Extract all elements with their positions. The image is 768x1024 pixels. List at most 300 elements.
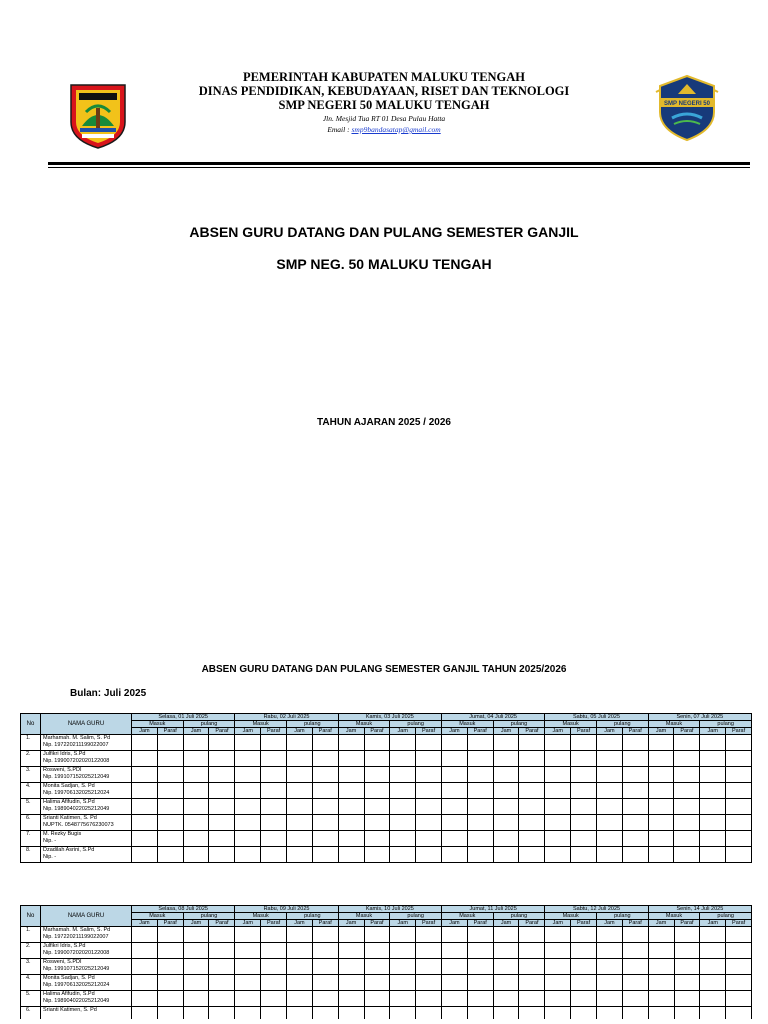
attendance-cell[interactable]: [338, 799, 364, 815]
attendance-cell[interactable]: [545, 751, 571, 767]
attendance-cell[interactable]: [545, 943, 571, 959]
attendance-cell[interactable]: [183, 783, 209, 799]
attendance-cell[interactable]: [132, 815, 158, 831]
attendance-cell[interactable]: [519, 943, 545, 959]
attendance-cell[interactable]: [726, 799, 752, 815]
attendance-cell[interactable]: [287, 783, 313, 799]
attendance-cell[interactable]: [519, 975, 545, 991]
attendance-cell[interactable]: [157, 831, 183, 847]
attendance-cell[interactable]: [493, 847, 519, 863]
attendance-cell[interactable]: [700, 831, 726, 847]
attendance-cell[interactable]: [519, 815, 545, 831]
attendance-cell[interactable]: [519, 735, 545, 751]
attendance-cell[interactable]: [545, 799, 571, 815]
attendance-cell[interactable]: [571, 959, 597, 975]
attendance-cell[interactable]: [597, 991, 623, 1007]
attendance-cell[interactable]: [622, 975, 648, 991]
attendance-cell[interactable]: [519, 927, 545, 943]
attendance-cell[interactable]: [157, 847, 183, 863]
attendance-cell[interactable]: [545, 735, 571, 751]
attendance-cell[interactable]: [416, 943, 442, 959]
attendance-cell[interactable]: [571, 927, 597, 943]
attendance-cell[interactable]: [183, 943, 209, 959]
attendance-cell[interactable]: [648, 991, 674, 1007]
attendance-cell[interactable]: [390, 943, 416, 959]
attendance-cell[interactable]: [674, 831, 700, 847]
attendance-cell[interactable]: [493, 927, 519, 943]
attendance-cell[interactable]: [209, 959, 235, 975]
attendance-cell[interactable]: [441, 751, 467, 767]
attendance-cell[interactable]: [467, 735, 493, 751]
attendance-cell[interactable]: [622, 847, 648, 863]
attendance-cell[interactable]: [493, 799, 519, 815]
attendance-cell[interactable]: [493, 991, 519, 1007]
attendance-cell[interactable]: [312, 831, 338, 847]
attendance-cell[interactable]: [493, 943, 519, 959]
attendance-cell[interactable]: [674, 943, 700, 959]
attendance-cell[interactable]: [261, 831, 287, 847]
attendance-cell[interactable]: [312, 943, 338, 959]
attendance-cell[interactable]: [416, 815, 442, 831]
attendance-cell[interactable]: [441, 943, 467, 959]
attendance-cell[interactable]: [312, 847, 338, 863]
attendance-cell[interactable]: [622, 735, 648, 751]
attendance-cell[interactable]: [441, 991, 467, 1007]
attendance-cell[interactable]: [287, 815, 313, 831]
attendance-cell[interactable]: [519, 831, 545, 847]
attendance-cell[interactable]: [726, 831, 752, 847]
attendance-cell[interactable]: [700, 959, 726, 975]
attendance-cell[interactable]: [287, 735, 313, 751]
attendance-cell[interactable]: [157, 991, 183, 1007]
attendance-cell[interactable]: [132, 943, 158, 959]
attendance-cell[interactable]: [519, 959, 545, 975]
attendance-cell[interactable]: [441, 975, 467, 991]
attendance-cell[interactable]: [261, 783, 287, 799]
attendance-cell[interactable]: [545, 847, 571, 863]
attendance-cell[interactable]: [157, 927, 183, 943]
attendance-cell[interactable]: [441, 735, 467, 751]
attendance-cell[interactable]: [312, 815, 338, 831]
attendance-cell[interactable]: [726, 815, 752, 831]
attendance-cell[interactable]: [519, 799, 545, 815]
attendance-cell[interactable]: [183, 975, 209, 991]
attendance-cell[interactable]: [287, 799, 313, 815]
attendance-cell[interactable]: [183, 767, 209, 783]
attendance-cell[interactable]: [209, 847, 235, 863]
attendance-cell[interactable]: [648, 815, 674, 831]
attendance-cell[interactable]: [700, 815, 726, 831]
attendance-cell[interactable]: [338, 767, 364, 783]
attendance-cell[interactable]: [674, 783, 700, 799]
attendance-cell[interactable]: [261, 751, 287, 767]
attendance-cell[interactable]: [674, 975, 700, 991]
attendance-cell[interactable]: [287, 847, 313, 863]
attendance-cell[interactable]: [674, 927, 700, 943]
attendance-cell[interactable]: [467, 751, 493, 767]
attendance-cell[interactable]: [338, 831, 364, 847]
attendance-cell[interactable]: [467, 991, 493, 1007]
attendance-cell[interactable]: [261, 991, 287, 1007]
attendance-cell[interactable]: [261, 927, 287, 943]
attendance-cell[interactable]: [493, 975, 519, 991]
attendance-cell[interactable]: [493, 735, 519, 751]
attendance-cell[interactable]: [312, 751, 338, 767]
attendance-cell[interactable]: [287, 927, 313, 943]
attendance-cell[interactable]: [209, 799, 235, 815]
attendance-cell[interactable]: [726, 783, 752, 799]
attendance-cell[interactable]: [235, 735, 261, 751]
attendance-cell[interactable]: [519, 991, 545, 1007]
attendance-cell[interactable]: [648, 735, 674, 751]
attendance-cell[interactable]: [571, 991, 597, 1007]
attendance-cell[interactable]: [545, 959, 571, 975]
attendance-cell[interactable]: [441, 767, 467, 783]
attendance-cell[interactable]: [493, 831, 519, 847]
attendance-cell[interactable]: [157, 767, 183, 783]
attendance-cell[interactable]: [235, 975, 261, 991]
attendance-cell[interactable]: [726, 943, 752, 959]
attendance-cell[interactable]: [597, 959, 623, 975]
attendance-cell[interactable]: [700, 751, 726, 767]
attendance-cell[interactable]: [209, 735, 235, 751]
attendance-cell[interactable]: [312, 799, 338, 815]
attendance-cell[interactable]: [519, 767, 545, 783]
attendance-cell[interactable]: [312, 783, 338, 799]
attendance-cell[interactable]: [261, 943, 287, 959]
attendance-cell[interactable]: [700, 767, 726, 783]
attendance-cell[interactable]: [157, 799, 183, 815]
attendance-cell[interactable]: [545, 831, 571, 847]
attendance-cell[interactable]: [596, 799, 622, 815]
attendance-cell[interactable]: [183, 799, 209, 815]
attendance-cell[interactable]: [364, 943, 390, 959]
attendance-cell[interactable]: [235, 767, 261, 783]
attendance-cell[interactable]: [364, 959, 390, 975]
attendance-cell[interactable]: [364, 767, 390, 783]
attendance-cell[interactable]: [467, 831, 493, 847]
attendance-cell[interactable]: [416, 735, 442, 751]
attendance-cell[interactable]: [700, 847, 726, 863]
attendance-cell[interactable]: [648, 831, 674, 847]
attendance-cell[interactable]: [261, 735, 287, 751]
attendance-cell[interactable]: [726, 959, 752, 975]
attendance-cell[interactable]: [700, 975, 726, 991]
attendance-cell[interactable]: [390, 991, 416, 1007]
attendance-cell[interactable]: [596, 815, 622, 831]
attendance-cell[interactable]: [467, 767, 493, 783]
attendance-cell[interactable]: [183, 847, 209, 863]
attendance-cell[interactable]: [390, 847, 416, 863]
attendance-cell[interactable]: [183, 959, 209, 975]
attendance-cell[interactable]: [441, 927, 467, 943]
attendance-cell[interactable]: [235, 831, 261, 847]
attendance-cell[interactable]: [467, 847, 493, 863]
attendance-cell[interactable]: [157, 975, 183, 991]
attendance-cell[interactable]: [132, 767, 158, 783]
attendance-cell[interactable]: [571, 815, 597, 831]
attendance-cell[interactable]: [132, 831, 158, 847]
attendance-cell[interactable]: [571, 767, 597, 783]
attendance-cell[interactable]: [493, 751, 519, 767]
attendance-cell[interactable]: [571, 847, 597, 863]
attendance-cell[interactable]: [364, 927, 390, 943]
attendance-cell[interactable]: [700, 783, 726, 799]
attendance-cell[interactable]: [467, 927, 493, 943]
attendance-cell[interactable]: [132, 847, 158, 863]
attendance-cell[interactable]: [132, 927, 158, 943]
attendance-cell[interactable]: [726, 991, 752, 1007]
attendance-cell[interactable]: [467, 975, 493, 991]
attendance-cell[interactable]: [261, 959, 287, 975]
attendance-cell[interactable]: [622, 959, 648, 975]
attendance-cell[interactable]: [261, 799, 287, 815]
attendance-cell[interactable]: [622, 783, 648, 799]
attendance-cell[interactable]: [596, 847, 622, 863]
attendance-cell[interactable]: [209, 783, 235, 799]
attendance-cell[interactable]: [648, 847, 674, 863]
attendance-cell[interactable]: [157, 783, 183, 799]
attendance-cell[interactable]: [235, 751, 261, 767]
attendance-cell[interactable]: [416, 751, 442, 767]
attendance-cell[interactable]: [338, 735, 364, 751]
attendance-cell[interactable]: [467, 815, 493, 831]
attendance-cell[interactable]: [338, 959, 364, 975]
attendance-cell[interactable]: [312, 767, 338, 783]
attendance-cell[interactable]: [235, 815, 261, 831]
attendance-cell[interactable]: [416, 767, 442, 783]
attendance-cell[interactable]: [157, 815, 183, 831]
attendance-cell[interactable]: [416, 847, 442, 863]
attendance-cell[interactable]: [596, 735, 622, 751]
attendance-cell[interactable]: [493, 767, 519, 783]
attendance-cell[interactable]: [648, 959, 674, 975]
attendance-cell[interactable]: [648, 767, 674, 783]
attendance-cell[interactable]: [648, 751, 674, 767]
attendance-cell[interactable]: [338, 991, 364, 1007]
attendance-cell[interactable]: [622, 943, 648, 959]
attendance-cell[interactable]: [338, 751, 364, 767]
attendance-cell[interactable]: [519, 751, 545, 767]
attendance-cell[interactable]: [364, 799, 390, 815]
attendance-cell[interactable]: [183, 927, 209, 943]
attendance-cell[interactable]: [467, 783, 493, 799]
attendance-cell[interactable]: [261, 847, 287, 863]
attendance-cell[interactable]: [700, 735, 726, 751]
attendance-cell[interactable]: [235, 847, 261, 863]
attendance-cell[interactable]: [235, 959, 261, 975]
attendance-cell[interactable]: [157, 735, 183, 751]
attendance-cell[interactable]: [287, 959, 313, 975]
attendance-cell[interactable]: [571, 975, 597, 991]
attendance-cell[interactable]: [545, 783, 571, 799]
attendance-cell[interactable]: [416, 927, 442, 943]
attendance-cell[interactable]: [493, 783, 519, 799]
attendance-cell[interactable]: [132, 959, 158, 975]
attendance-cell[interactable]: [287, 751, 313, 767]
attendance-cell[interactable]: [390, 927, 416, 943]
attendance-cell[interactable]: [287, 831, 313, 847]
attendance-cell[interactable]: [416, 991, 442, 1007]
attendance-cell[interactable]: [571, 751, 597, 767]
attendance-cell[interactable]: [571, 735, 597, 751]
attendance-cell[interactable]: [700, 943, 726, 959]
attendance-cell[interactable]: [364, 783, 390, 799]
attendance-cell[interactable]: [467, 943, 493, 959]
attendance-cell[interactable]: [545, 927, 571, 943]
attendance-cell[interactable]: [545, 991, 571, 1007]
attendance-cell[interactable]: [674, 735, 700, 751]
attendance-cell[interactable]: [648, 783, 674, 799]
attendance-cell[interactable]: [209, 975, 235, 991]
attendance-cell[interactable]: [338, 815, 364, 831]
attendance-cell[interactable]: [571, 799, 597, 815]
attendance-cell[interactable]: [674, 847, 700, 863]
attendance-cell[interactable]: [390, 975, 416, 991]
attendance-cell[interactable]: [312, 991, 338, 1007]
attendance-cell[interactable]: [390, 751, 416, 767]
attendance-cell[interactable]: [287, 975, 313, 991]
attendance-cell[interactable]: [700, 927, 726, 943]
attendance-cell[interactable]: [648, 799, 674, 815]
attendance-cell[interactable]: [726, 927, 752, 943]
attendance-cell[interactable]: [390, 959, 416, 975]
attendance-cell[interactable]: [622, 815, 648, 831]
attendance-cell[interactable]: [261, 767, 287, 783]
attendance-cell[interactable]: [571, 831, 597, 847]
attendance-cell[interactable]: [622, 751, 648, 767]
attendance-cell[interactable]: [571, 943, 597, 959]
attendance-cell[interactable]: [596, 831, 622, 847]
attendance-cell[interactable]: [441, 799, 467, 815]
attendance-cell[interactable]: [157, 959, 183, 975]
attendance-cell[interactable]: [674, 799, 700, 815]
attendance-cell[interactable]: [364, 847, 390, 863]
attendance-cell[interactable]: [441, 959, 467, 975]
attendance-cell[interactable]: [441, 783, 467, 799]
attendance-cell[interactable]: [312, 927, 338, 943]
attendance-cell[interactable]: [648, 943, 674, 959]
attendance-cell[interactable]: [235, 991, 261, 1007]
attendance-cell[interactable]: [416, 975, 442, 991]
attendance-cell[interactable]: [209, 991, 235, 1007]
attendance-cell[interactable]: [596, 767, 622, 783]
attendance-cell[interactable]: [622, 831, 648, 847]
attendance-cell[interactable]: [674, 815, 700, 831]
attendance-cell[interactable]: [493, 815, 519, 831]
attendance-cell[interactable]: [132, 799, 158, 815]
attendance-cell[interactable]: [287, 991, 313, 1007]
attendance-cell[interactable]: [674, 767, 700, 783]
attendance-cell[interactable]: [648, 975, 674, 991]
attendance-cell[interactable]: [364, 751, 390, 767]
attendance-cell[interactable]: [622, 799, 648, 815]
attendance-cell[interactable]: [674, 991, 700, 1007]
attendance-cell[interactable]: [545, 815, 571, 831]
attendance-cell[interactable]: [364, 991, 390, 1007]
attendance-cell[interactable]: [726, 975, 752, 991]
attendance-cell[interactable]: [597, 927, 623, 943]
attendance-cell[interactable]: [390, 815, 416, 831]
attendance-cell[interactable]: [596, 751, 622, 767]
attendance-cell[interactable]: [364, 735, 390, 751]
attendance-cell[interactable]: [416, 959, 442, 975]
attendance-cell[interactable]: [338, 975, 364, 991]
attendance-cell[interactable]: [183, 751, 209, 767]
attendance-cell[interactable]: [287, 943, 313, 959]
attendance-cell[interactable]: [390, 831, 416, 847]
attendance-cell[interactable]: [493, 959, 519, 975]
attendance-cell[interactable]: [416, 783, 442, 799]
attendance-cell[interactable]: [157, 943, 183, 959]
attendance-cell[interactable]: [596, 783, 622, 799]
attendance-cell[interactable]: [674, 959, 700, 975]
attendance-cell[interactable]: [235, 783, 261, 799]
attendance-cell[interactable]: [132, 751, 158, 767]
attendance-cell[interactable]: [132, 783, 158, 799]
attendance-cell[interactable]: [545, 767, 571, 783]
attendance-cell[interactable]: [622, 927, 648, 943]
attendance-cell[interactable]: [519, 847, 545, 863]
attendance-cell[interactable]: [700, 799, 726, 815]
attendance-cell[interactable]: [622, 767, 648, 783]
attendance-cell[interactable]: [287, 767, 313, 783]
email-link[interactable]: smp9bandasatap@gmail.com: [351, 125, 441, 134]
attendance-cell[interactable]: [364, 815, 390, 831]
attendance-cell[interactable]: [571, 783, 597, 799]
attendance-cell[interactable]: [726, 767, 752, 783]
attendance-cell[interactable]: [519, 783, 545, 799]
attendance-cell[interactable]: [338, 783, 364, 799]
attendance-cell[interactable]: [441, 815, 467, 831]
attendance-cell[interactable]: [390, 799, 416, 815]
attendance-cell[interactable]: [183, 735, 209, 751]
attendance-cell[interactable]: [597, 975, 623, 991]
attendance-cell[interactable]: [597, 943, 623, 959]
attendance-cell[interactable]: [364, 975, 390, 991]
attendance-cell[interactable]: [132, 735, 158, 751]
attendance-cell[interactable]: [622, 991, 648, 1007]
attendance-cell[interactable]: [132, 975, 158, 991]
attendance-cell[interactable]: [338, 847, 364, 863]
attendance-cell[interactable]: [235, 927, 261, 943]
attendance-cell[interactable]: [183, 991, 209, 1007]
attendance-cell[interactable]: [416, 799, 442, 815]
attendance-cell[interactable]: [209, 767, 235, 783]
attendance-cell[interactable]: [390, 735, 416, 751]
attendance-cell[interactable]: [545, 975, 571, 991]
attendance-cell[interactable]: [364, 831, 390, 847]
attendance-cell[interactable]: [261, 975, 287, 991]
attendance-cell[interactable]: [157, 751, 183, 767]
attendance-cell[interactable]: [390, 767, 416, 783]
attendance-cell[interactable]: [700, 991, 726, 1007]
attendance-cell[interactable]: [338, 943, 364, 959]
attendance-cell[interactable]: [183, 815, 209, 831]
attendance-cell[interactable]: [261, 815, 287, 831]
attendance-cell[interactable]: [209, 943, 235, 959]
attendance-cell[interactable]: [338, 927, 364, 943]
attendance-cell[interactable]: [132, 991, 158, 1007]
attendance-cell[interactable]: [312, 735, 338, 751]
attendance-cell[interactable]: [209, 815, 235, 831]
attendance-cell[interactable]: [235, 943, 261, 959]
attendance-cell[interactable]: [209, 831, 235, 847]
attendance-cell[interactable]: [235, 799, 261, 815]
attendance-cell[interactable]: [467, 959, 493, 975]
attendance-cell[interactable]: [312, 975, 338, 991]
attendance-cell[interactable]: [390, 783, 416, 799]
